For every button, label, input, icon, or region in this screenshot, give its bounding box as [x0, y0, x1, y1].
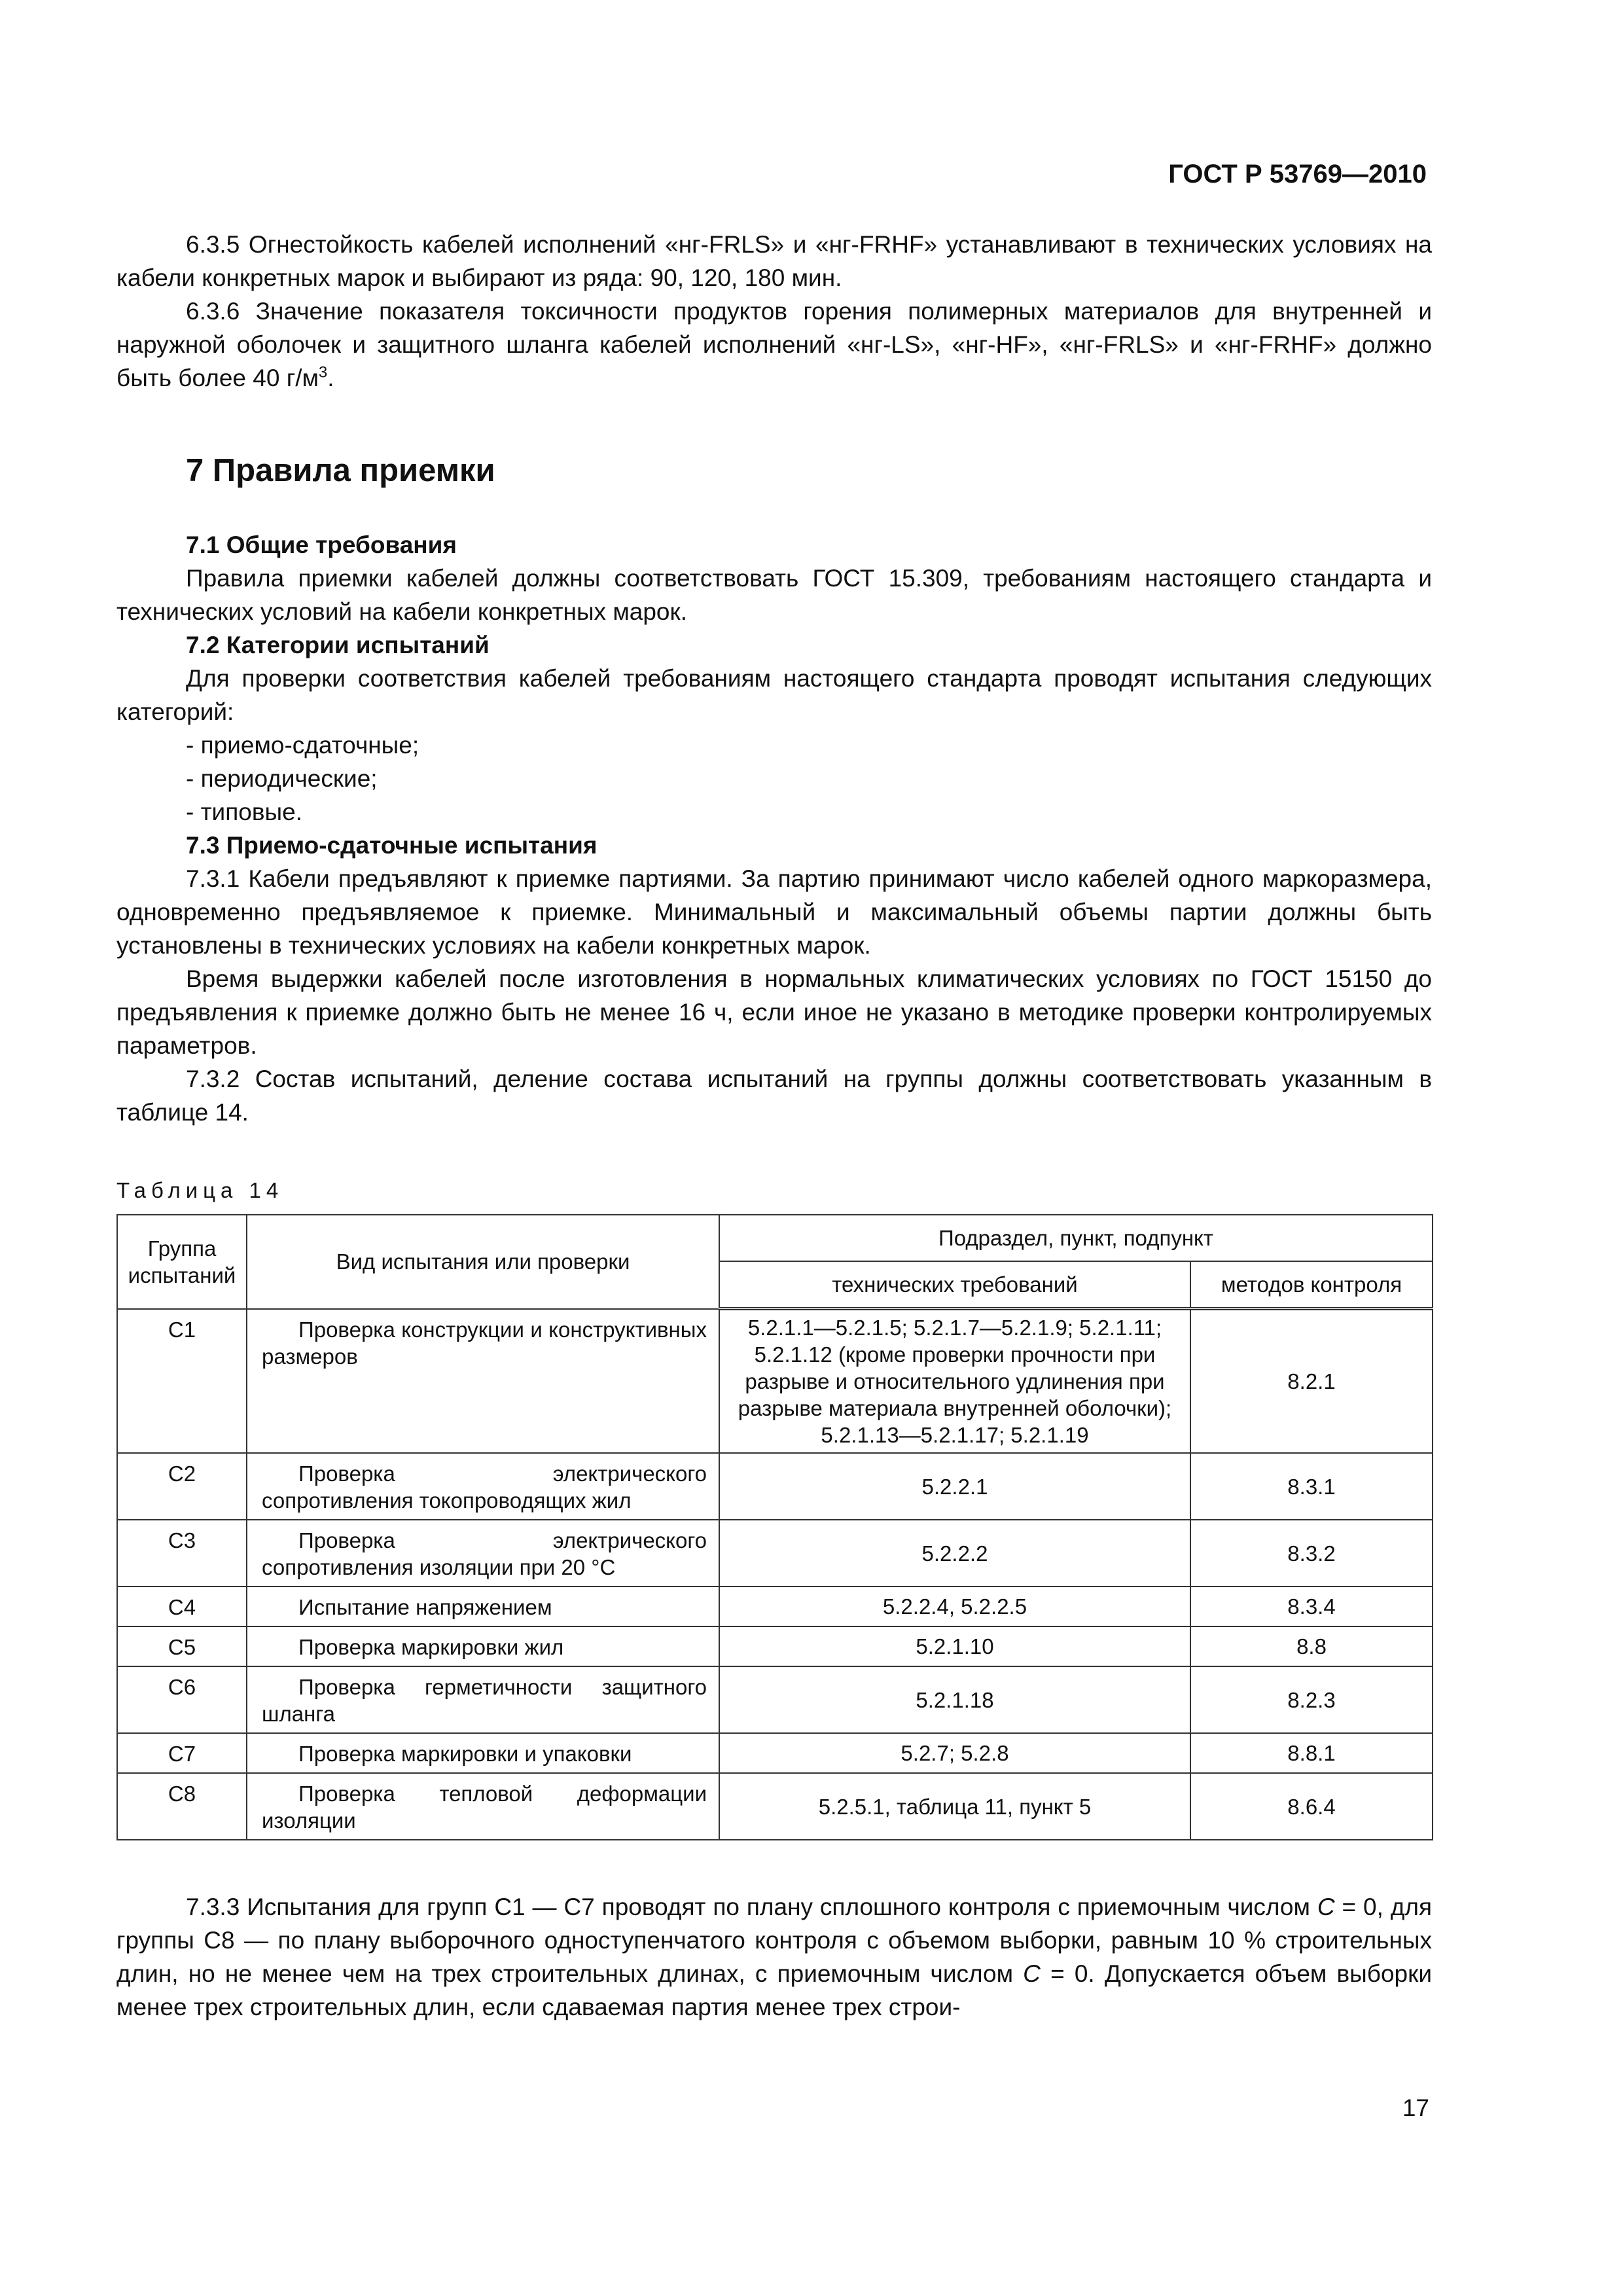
table-row	[117, 1666, 1433, 1733]
header-section: Подраздел, пункт, подпункт	[719, 1215, 1433, 1261]
paragraph-6-3-5: 6.3.5 Огнестойкость кабелей исполнений «нг-FRLS» и «нг-FRHF» устанавливают в технических условиях на кабели конкретных марок и выбирают из ряда: 90, 120, 180 мин.	[116, 231, 1432, 291]
table-row	[117, 1587, 1433, 1626]
subsection-7-2-title: 7.2 Категории испытаний	[186, 632, 490, 658]
cell-methods: 8.6.4	[1190, 1773, 1433, 1840]
header-group: Группа испытаний	[117, 1215, 247, 1309]
cell-group: С1	[117, 1309, 247, 1454]
cell-methods: 8.3.1	[1190, 1453, 1433, 1520]
cell-test: Проверка электрического сопротивления токопроводящих жил	[247, 1453, 719, 1520]
table-row	[117, 1733, 1433, 1773]
cell-test: Проверка тепловой деформации изоляции	[247, 1773, 719, 1840]
table-row	[117, 1520, 1433, 1587]
cell-tech: 5.2.5.1, таблица 11, пункт 5	[719, 1773, 1190, 1840]
cell-group: С7	[117, 1733, 247, 1773]
cell-methods: 8.3.4	[1190, 1587, 1433, 1626]
cell-group: С2	[117, 1453, 247, 1520]
cell-methods: 8.3.2	[1190, 1520, 1433, 1587]
table-14	[116, 1214, 1433, 1840]
cell-tech: 5.2.1.10	[719, 1626, 1190, 1666]
header-tech: технических требований	[719, 1261, 1190, 1309]
table-row	[117, 1453, 1433, 1520]
cell-group: С6	[117, 1666, 247, 1733]
cell-test: Испытание напряжением	[247, 1587, 719, 1626]
cell-tech: 5.2.2.1	[719, 1453, 1190, 1520]
cell-methods: 8.2.3	[1190, 1666, 1433, 1733]
subsection-7-1-title: 7.1 Общие требования	[186, 531, 457, 558]
header-methods: методов контроля	[1190, 1261, 1433, 1309]
table-row	[117, 1309, 1433, 1454]
table-caption: Таблица 14	[116, 1178, 284, 1202]
cell-group: С4	[117, 1587, 247, 1626]
page-content	[116, 228, 1432, 2024]
paragraph-7-3-1-b: Время выдержки кабелей после изготовления в нормальных климатических условиях по ГОСТ 15150 до предъявления к приемке должно быть не менее 16 ч, если иное не указано в методике проверки контролируемых параметров.	[116, 965, 1432, 1059]
paragraph-7-2: Для проверки соответствия кабелей требованиям настоящего стандарта проводят испытания следующих категорий:	[116, 665, 1432, 725]
category-item: - типовые.	[186, 798, 302, 825]
category-item: - периодические;	[186, 765, 378, 792]
cell-group: С3	[117, 1520, 247, 1587]
subsection-7-3-title: 7.3 Приемо-сдаточные испытания	[186, 832, 597, 859]
category-item: - приемо-сдаточные;	[186, 732, 419, 759]
cell-test: Проверка конструкции и конструктивных размеров	[247, 1309, 719, 1454]
cell-group: С8	[117, 1773, 247, 1840]
cell-group: С5	[117, 1626, 247, 1666]
paragraph-7-3-1: 7.3.1 Кабели предъявляют к приемке партиями. За партию принимают число кабелей одного маркоразмера, одновременно предъявляемое к приемке. Минимальный и максимальный объемы партии должны быть установлены в технических условиях на кабели конкретных марок.	[116, 865, 1432, 959]
cell-tech: 5.2.2.4, 5.2.2.5	[719, 1587, 1190, 1626]
table-row	[117, 1773, 1433, 1840]
cell-test: Проверка маркировки и упаковки	[247, 1733, 719, 1773]
cell-test: Проверка электрического сопротивления изоляции при 20 °С	[247, 1520, 719, 1587]
cell-test: Проверка герметичности защитного шланга	[247, 1666, 719, 1733]
cell-methods: 8.8	[1190, 1626, 1433, 1666]
cell-tech: 5.2.2.2	[719, 1520, 1190, 1587]
document-code: ГОСТ Р 53769—2010	[1168, 160, 1427, 188]
paragraph-7-3-2: 7.3.2 Состав испытаний, деление состава испытаний на группы должны соответствовать указанным в таблице 14.	[116, 1066, 1432, 1126]
cell-tech: 5.2.7; 5.2.8	[719, 1733, 1190, 1773]
paragraph-6-3-6: 6.3.6 Значение показателя токсичности продуктов горения полимерных материалов для внутренней и наружной оболочек и защитного шланга кабелей исполнений «нг-LS», «нг-HF», «нг-FRLS» и «нг-FRHF» должно быть более 40 $г/м^3$.	[116, 298, 1432, 391]
paragraph-7-1: Правила приемки кабелей должны соответствовать ГОСТ 15.309, требованиям настоящего стандарта и технических условий на кабели конкретных марок.	[116, 565, 1432, 625]
section-7-title: 7 Правила приемки	[186, 453, 495, 488]
cell-test: Проверка маркировки жил	[247, 1626, 719, 1666]
cell-tech: 5.2.1.1—5.2.1.5; 5.2.1.7—5.2.1.9; 5.2.1.11; 5.2.1.12 (кроме проверки прочности при разрыве и относительного удлинения при разрыве материала внутренней оболочки); 5.2.1.13—5.2.1.17; 5.2.1.19	[719, 1309, 1190, 1454]
cell-methods: 8.8.1	[1190, 1733, 1433, 1773]
header-test: Вид испытания или проверки	[247, 1215, 719, 1309]
cell-tech: 5.2.1.18	[719, 1666, 1190, 1733]
page-number: 17	[1402, 2094, 1429, 2121]
cell-methods: 8.2.1	[1190, 1309, 1433, 1454]
paragraph-7-3-3: 7.3.3 Испытания для групп С1 — С7 проводят по плану сплошного контроля с приемочным числом С = 0, для группы С8 — по плану выборочного одноступенчатого контроля с объемом выборки, равным 10 % строительных длин, но не менее чем на трех строительных длинах, с приемочным числом С = 0. Допускается объем выборки менее трех строительных длин, если сдаваемая партия менее трех строи-	[116, 1893, 1432, 2020]
table-row	[117, 1626, 1433, 1666]
